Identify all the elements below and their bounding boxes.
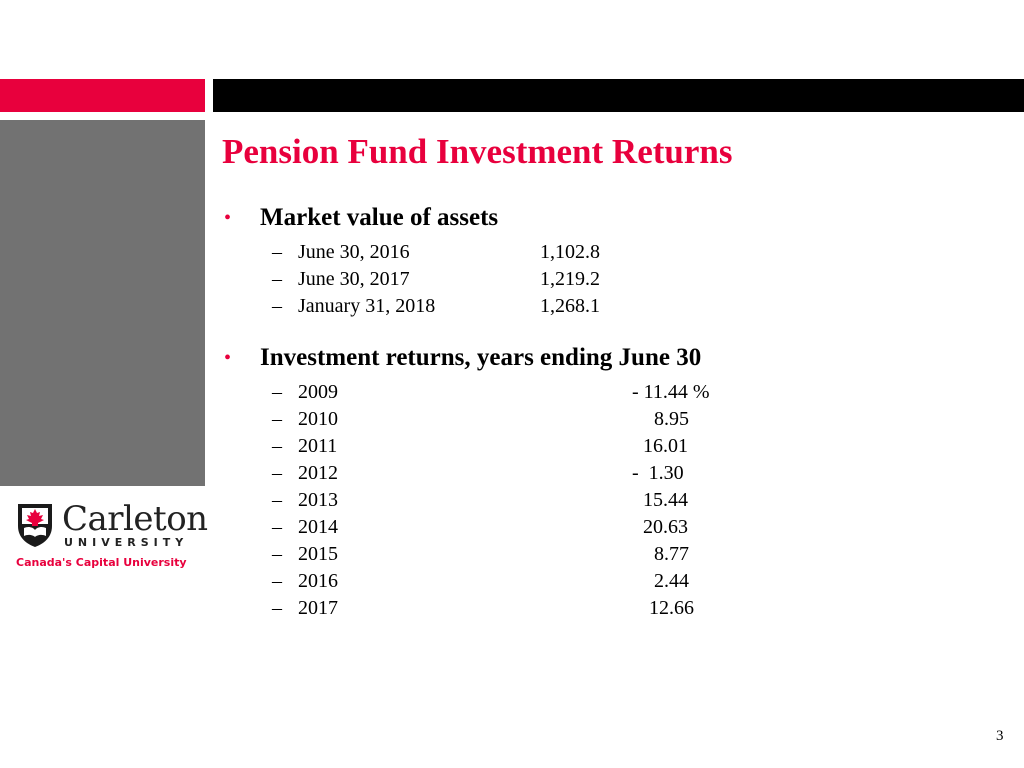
dash-icon: – xyxy=(272,408,282,430)
item-label: 2010 xyxy=(298,408,338,430)
dash-icon: – xyxy=(272,241,282,263)
dash-icon: – xyxy=(272,268,282,290)
item-label: June 30, 2017 xyxy=(298,268,410,290)
item-label: 2011 xyxy=(298,435,338,457)
dash-icon: – xyxy=(272,381,282,403)
shield-maple-leaf-icon xyxy=(16,502,54,548)
item-value: 20.63 xyxy=(643,516,688,538)
dash-icon: – xyxy=(272,295,282,317)
item-label: 2009 xyxy=(298,381,338,403)
bullet-heading: Investment returns, years ending June 30 xyxy=(260,344,702,371)
page-number: 3 xyxy=(996,728,1004,744)
item-value: - 11.44 % xyxy=(632,381,710,403)
item-value: 1,268.1 xyxy=(540,295,600,317)
item-value: 2.44 xyxy=(654,570,689,592)
item-label: 2017 xyxy=(298,597,338,619)
item-value: 16.01 xyxy=(643,435,688,457)
item-value: 1,102.8 xyxy=(540,241,600,263)
logo-name: Carleton xyxy=(62,499,208,539)
item-value: 12.66 xyxy=(649,597,694,619)
item-value: 8.77 xyxy=(654,543,689,565)
bullet-icon: • xyxy=(224,347,232,369)
logo-tagline: Canada's Capital University xyxy=(16,556,187,569)
slide-title: Pension Fund Investment Returns xyxy=(222,132,733,171)
dash-icon: – xyxy=(272,435,282,457)
item-label: 2012 xyxy=(298,462,338,484)
item-label: 2015 xyxy=(298,543,338,565)
accent-bar-red xyxy=(0,79,205,112)
item-label: 2014 xyxy=(298,516,338,538)
logo-subtitle: UNIVERSITY xyxy=(64,536,189,549)
dash-icon: – xyxy=(272,489,282,511)
item-label: January 31, 2018 xyxy=(298,295,436,317)
item-value: 15.44 xyxy=(643,489,688,511)
dash-icon: – xyxy=(272,462,282,484)
sidebar-panel xyxy=(0,120,205,486)
dash-icon: – xyxy=(272,597,282,619)
item-label: 2016 xyxy=(298,570,338,592)
bullet-icon: • xyxy=(224,207,232,229)
dash-icon: – xyxy=(272,543,282,565)
dash-icon: – xyxy=(272,516,282,538)
item-value: 8.95 xyxy=(654,408,689,430)
item-value: - 1.30 xyxy=(632,462,684,484)
carleton-logo xyxy=(14,499,208,575)
header-bar-black xyxy=(213,79,1024,112)
item-label: 2013 xyxy=(298,489,338,511)
bullet-heading: Market value of assets xyxy=(260,204,499,231)
item-value: 1,219.2 xyxy=(540,268,600,290)
item-label: June 30, 2016 xyxy=(298,241,410,263)
dash-icon: – xyxy=(272,570,282,592)
